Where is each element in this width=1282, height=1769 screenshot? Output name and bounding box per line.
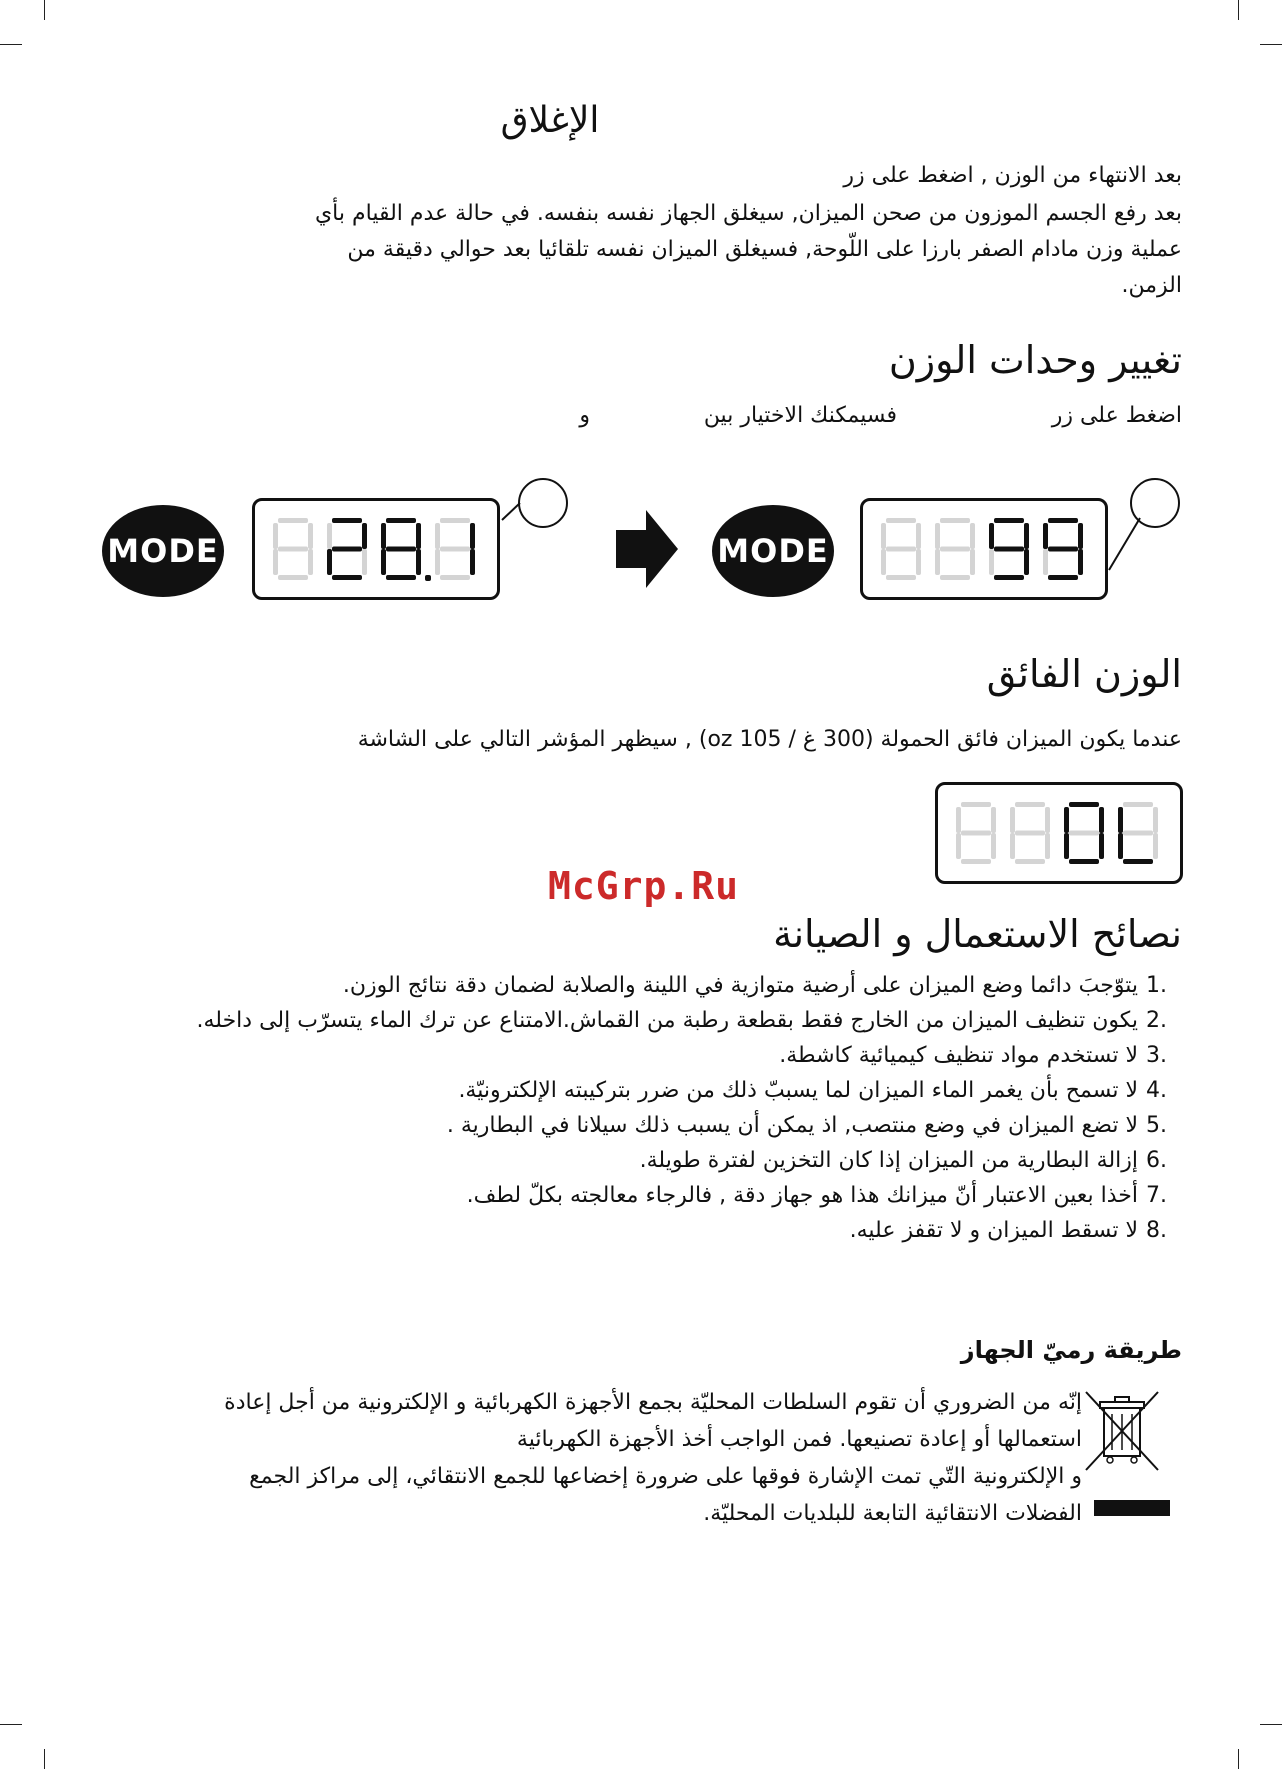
lcd-segment-ghost [935, 549, 940, 575]
lcd-segment-lit [1123, 859, 1153, 864]
lcd-segment-lit [1078, 523, 1083, 549]
lcd-segment-lit [386, 575, 416, 580]
lcd-segment-ghost [970, 549, 975, 575]
crop-mark [1238, 1749, 1239, 1769]
lcd-segment-lit [362, 523, 367, 549]
lcd-segment-ghost [1015, 831, 1045, 836]
list-item-number: 8. [1146, 1218, 1167, 1243]
lcd-segment-ghost [886, 575, 916, 580]
lcd-segment-ghost [327, 523, 332, 549]
lcd-segment-ghost [956, 833, 961, 859]
lcd-segment-ghost [961, 859, 991, 864]
list-item-number: 3. [1146, 1043, 1167, 1068]
lcd-segment-lit [470, 523, 475, 549]
lcd-segment-lit [1069, 859, 1099, 864]
lcd-segment-lit [1078, 549, 1083, 575]
crop-mark [1238, 0, 1239, 20]
lcd-segment-lit [1069, 802, 1099, 807]
list-item-text: لا تضع الميزان في وضع منتصب, اذ يمكن أن يسبب ذلك سيلانا في البطارية . [446, 1113, 1138, 1138]
tips-list [150, 968, 1182, 1248]
crop-mark [1260, 44, 1282, 45]
list-item [150, 1003, 1182, 1038]
list-item [150, 1213, 1182, 1248]
units-title: تغيير وحدات الوزن [888, 338, 1182, 382]
lcd-segment-lit [1048, 518, 1078, 523]
crop-mark [44, 0, 45, 20]
lcd-segment-lit [332, 547, 362, 552]
crop-mark [0, 44, 22, 45]
lcd-segment-lit [1048, 547, 1078, 552]
lcd-segment-ghost [881, 523, 886, 549]
list-item-text: يتوّجبَ دائما وضع الميزان على أرضية متوازية في اللينة والصلابة لضمان دقة نتائج الوزن. [342, 973, 1138, 998]
list-item-number: 2. [1146, 1008, 1167, 1033]
list-item-text: لا تسمح بأن يغمر الماء الميزان لما يسببّ ذلك من ضرر بتركيبته الإلكترونيّة. [458, 1078, 1138, 1103]
lcd-segment-lit [327, 549, 332, 575]
list-item-number: 4. [1146, 1078, 1167, 1103]
watermark: McGrp.Ru [548, 864, 740, 908]
lcd-segment-lit [994, 518, 1024, 523]
shutdown-line1: بعد الانتهاء من الوزن , اضغط على زر [843, 163, 1182, 188]
crop-mark [44, 1749, 45, 1769]
lcd-segment-ghost [961, 802, 991, 807]
lcd-segment-ghost [1123, 831, 1153, 836]
lcd-segment-lit [994, 547, 1024, 552]
lcd-segment-ghost [273, 549, 278, 575]
list-item [150, 1038, 1182, 1073]
lcd-segment-lit [1048, 575, 1078, 580]
lcd-segment-lit [1024, 523, 1029, 549]
tips-title: نصائح الاستعمال و الصيانة [773, 912, 1182, 956]
lcd-segment-lit [332, 518, 362, 523]
list-item-number: 7. [1146, 1183, 1167, 1208]
lcd-segment-lit [1099, 807, 1104, 833]
lcd-segment-ghost [1043, 549, 1048, 575]
lcd-segment-ghost [1153, 807, 1158, 833]
lcd-segment-ghost [940, 547, 970, 552]
lcd-segment-ghost [1015, 859, 1045, 864]
lcd-digits-left [255, 501, 497, 597]
lcd-segment-ghost [435, 523, 440, 549]
overload-text: عندما يكون الميزان فائق الحمولة (300 غ / 105 oz) , سيظهر المؤشر التالي على الشاشة [357, 727, 1182, 752]
crop-mark [0, 1724, 22, 1725]
crop-mark [1260, 1724, 1282, 1725]
lcd-display-left [252, 498, 500, 600]
lcd-segment-ghost [991, 833, 996, 859]
lcd-segment-ghost [278, 575, 308, 580]
indicator-line [1105, 515, 1145, 575]
lcd-segment-lit [425, 575, 431, 581]
lcd-segment-ghost [1010, 807, 1015, 833]
disposal-title: طريقة رميّ الجهاز [960, 1336, 1182, 1364]
lcd-segment-lit [994, 575, 1024, 580]
shutdown-paragraph: بعد رفع الجسم الموزون من صحن الميزان, سيغلق الجهاز نفسه بنفسه. في حالة عدم القيام بأي عملية وزن مادام الصفر بارزا على اللّوحة, فسيغلق الميزان نفسه تلقائيا بعد حوالي دقيقة من الزمن. [314, 201, 1182, 298]
lcd-segment-ghost [1010, 833, 1015, 859]
lcd-segment-ghost [881, 549, 886, 575]
disposal-line2: استعمالها أو إعادة تصنيعها. فمن الواجب أخذ الأجهزة الكهربائية [516, 1427, 1082, 1452]
lcd-segment-lit [1118, 807, 1123, 833]
lcd-segment-ghost [886, 547, 916, 552]
lcd-segment-lit [416, 549, 421, 575]
list-item [150, 1108, 1182, 1143]
lcd-segment-ghost [940, 518, 970, 523]
lcd-segment-ghost [440, 575, 470, 580]
list-item-text: أخذا بعين الاعتبار أنّ ميزانك هذا هو جهاز دقة , فالرجاء معالجته بكلّ لطف. [466, 1183, 1138, 1208]
lcd-segment-lit [381, 523, 386, 549]
lcd-segment-ghost [1123, 802, 1153, 807]
lcd-segment-ghost [886, 518, 916, 523]
crossed-bin-icon [1082, 1388, 1164, 1476]
lcd-segment-ghost [278, 547, 308, 552]
black-bar [1094, 1500, 1170, 1516]
lcd-segment-lit [1024, 549, 1029, 575]
list-item-text: يكون تنظيف الميزان من الخارج فقط بقطعة رطبة من القماش.الامتناع عن ترك الماء يتسرّب إلى داخله. [196, 1008, 1138, 1033]
list-item-number: 1. [1146, 973, 1167, 998]
list-item-text: لا تسقط الميزان و لا تقفز عليه. [849, 1218, 1138, 1243]
lcd-segment-lit [1064, 807, 1069, 833]
lcd-segment-ghost [989, 549, 994, 575]
lcd-segment-ghost [956, 807, 961, 833]
lcd-segment-lit [386, 547, 416, 552]
lcd-segment-ghost [362, 549, 367, 575]
disposal-line1: إنّه من الضروري أن تقوم السلطات المحليّة بجمع الأجهزة الكهربائية و الإلكترونية من أجل إعادة [224, 1390, 1082, 1415]
lcd-segment-ghost [1015, 802, 1045, 807]
lcd-segment-ghost [935, 523, 940, 549]
lcd-segment-ghost [273, 523, 278, 549]
lcd-segment-lit [989, 523, 994, 549]
mode-button[interactable]: MODE [712, 505, 834, 597]
lcd-segment-lit [470, 549, 475, 575]
mode-button[interactable]: MODE [102, 505, 224, 597]
overload-title: الوزن الفائق [986, 652, 1182, 696]
arrow-right-icon [612, 508, 682, 590]
lcd-segment-ghost [991, 807, 996, 833]
lcd-digits-overload [938, 785, 1180, 881]
lcd-segment-ghost [961, 831, 991, 836]
list-item-number: 6. [1146, 1148, 1167, 1173]
lcd-segment-ghost [916, 549, 921, 575]
lcd-segment-ghost [1069, 831, 1099, 836]
lcd-segment-ghost [1045, 807, 1050, 833]
units-text-a: اضغط على زر [1051, 403, 1182, 428]
lcd-segment-lit [416, 523, 421, 549]
lcd-display-overload [935, 782, 1183, 884]
lcd-segment-ghost [1045, 833, 1050, 859]
lcd-segment-lit [1064, 833, 1069, 859]
list-item [150, 968, 1182, 1003]
list-item-text: لا تستخدم مواد تنظيف كيميائية كاشطة. [779, 1043, 1138, 1068]
lcd-segment-ghost [916, 523, 921, 549]
units-text-b: فسيمكنك الاختيار بين [703, 403, 897, 428]
lcd-segment-lit [381, 549, 386, 575]
lcd-segment-lit [1118, 833, 1123, 859]
lcd-display-right [860, 498, 1108, 600]
lcd-digits-right [863, 501, 1105, 597]
list-item [150, 1143, 1182, 1178]
lcd-segment-lit [332, 575, 362, 580]
lcd-segment-lit [386, 518, 416, 523]
list-item-number: 5. [1146, 1113, 1167, 1138]
lcd-segment-ghost [440, 547, 470, 552]
lcd-segment-ghost [435, 549, 440, 575]
lcd-segment-lit [1043, 523, 1048, 549]
lcd-segment-ghost [440, 518, 470, 523]
shutdown-title: الإغلاق [500, 100, 600, 141]
list-item-text: إزالة البطارية من الميزان إذا كان التخزين لفترة طويلة. [639, 1148, 1138, 1173]
disposal-line3: و الإلكترونية التّي تمت الإشارة فوقها على ضرورة إخضاعها للجمع الانتقائي، إلى مراكز الجمع [249, 1464, 1082, 1489]
lcd-segment-lit [1099, 833, 1104, 859]
list-item [150, 1178, 1182, 1213]
units-text-c: و [579, 403, 590, 428]
lcd-segment-ghost [970, 523, 975, 549]
indicator-line [500, 500, 530, 525]
lcd-segment-ghost [308, 523, 313, 549]
lcd-segment-ghost [308, 549, 313, 575]
list-item [150, 1073, 1182, 1108]
lcd-segment-ghost [1153, 833, 1158, 859]
lcd-segment-ghost [940, 575, 970, 580]
disposal-line4: الفضلات الانتقائية التابعة للبلديات المحليّة. [703, 1501, 1082, 1526]
lcd-segment-ghost [278, 518, 308, 523]
